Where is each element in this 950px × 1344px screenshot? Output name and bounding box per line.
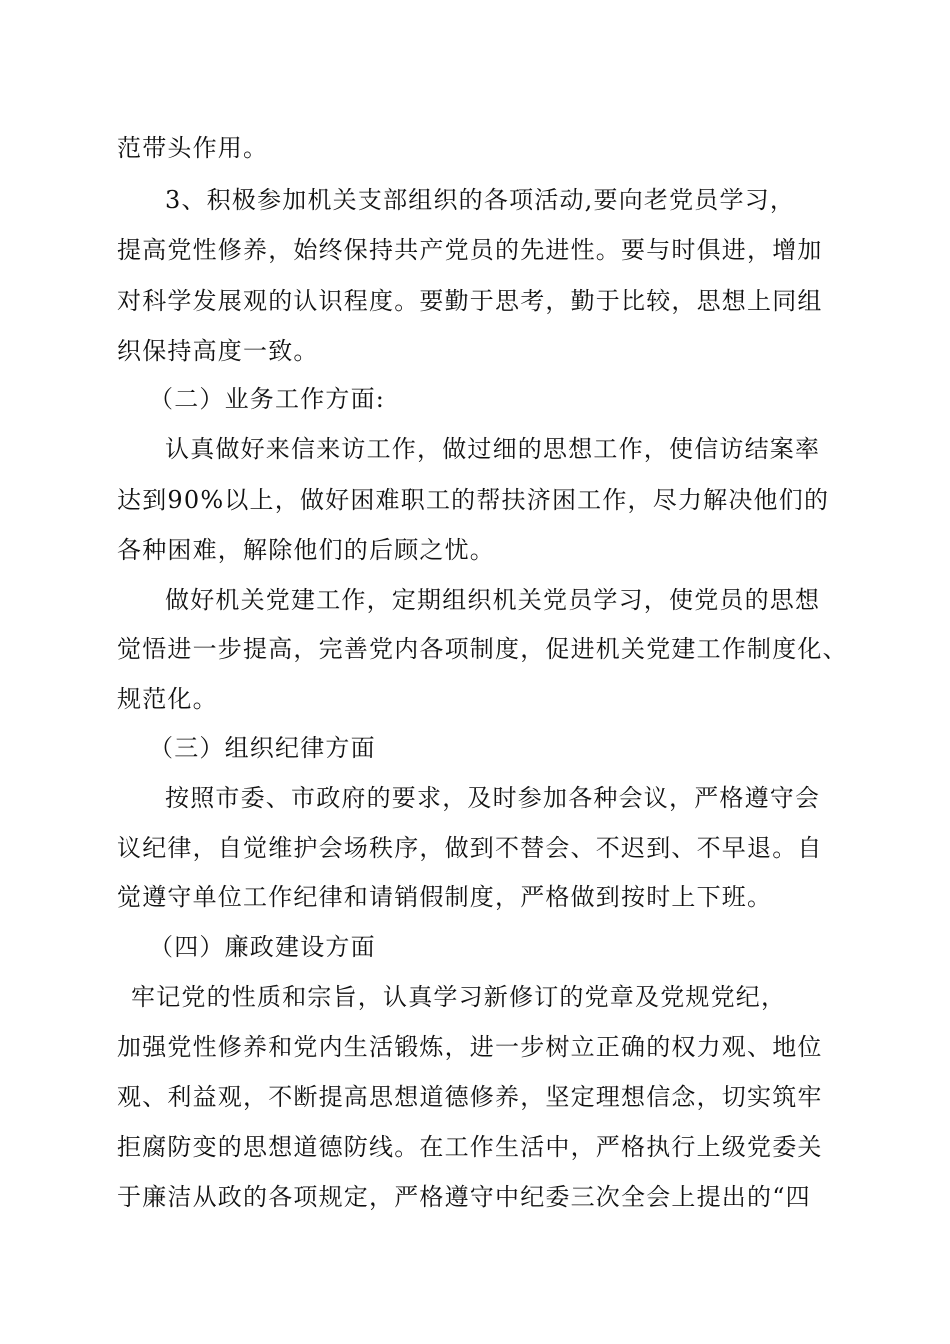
text-line: 拒腐防变的思想道德防线。在工作生活中，严格执行上级党委关 — [117, 1133, 823, 1161]
text-line: 对科学发展观的认识程度。要勤于思考，勤于比较，思想上同组 — [117, 287, 823, 315]
section-heading: （二）业务工作方面: — [149, 385, 386, 413]
text-line: 达到90%以上，做好困难职工的帮扶济困工作，尽力解决他们的 — [117, 486, 830, 514]
text-line: 觉遵守单位工作纪律和请销假制度，严格做到按时上下班。 — [117, 883, 773, 911]
text-line: 于廉洁从政的各项规定，严格遵守中纪委三次全会上提出的“四 — [117, 1183, 811, 1211]
text-line: 观、利益观，不断提高思想道德修养，坚定理想信念，切实筑牢 — [117, 1083, 823, 1111]
text-line: 牢记党的性质和宗旨，认真学习新修订的党章及党规党纪， — [131, 983, 787, 1011]
text-line: 做好机关党建工作，定期组织机关党员学习，使党员的思想 — [165, 586, 821, 614]
text-line: 各种困难，解除他们的后顾之忧。 — [117, 536, 495, 564]
text-line: 按照市委、市政府的要求，及时参加各种会议，严格遵守会 — [165, 784, 821, 812]
text-line: 规范化。 — [117, 685, 218, 713]
text-line: 3、积极参加机关支部组织的各项活动,要向老党员学习， — [165, 186, 796, 214]
text-line: 觉悟进一步提高，完善党内各项制度，促进机关党建工作制度化、 — [117, 635, 848, 663]
section-heading: （三）组织纪律方面 — [149, 734, 376, 762]
text-line: 提高党性修养，始终保持共产党员的先进性。要与时俱进，增加 — [117, 236, 823, 264]
section-heading: （四）廉政建设方面 — [149, 933, 376, 961]
text-line: 范带头作用。 — [117, 134, 269, 162]
text-line: 认真做好来信来访工作，做过细的思想工作，使信访结案率 — [165, 435, 821, 463]
text-line: 加强党性修养和党内生活锻炼，进一步树立正确的权力观、地位 — [117, 1033, 823, 1061]
text-line: 议纪律，自觉维护会场秩序，做到不替会、不迟到、不早退。自 — [117, 834, 823, 862]
text-line: 织保持高度一致。 — [117, 337, 319, 365]
